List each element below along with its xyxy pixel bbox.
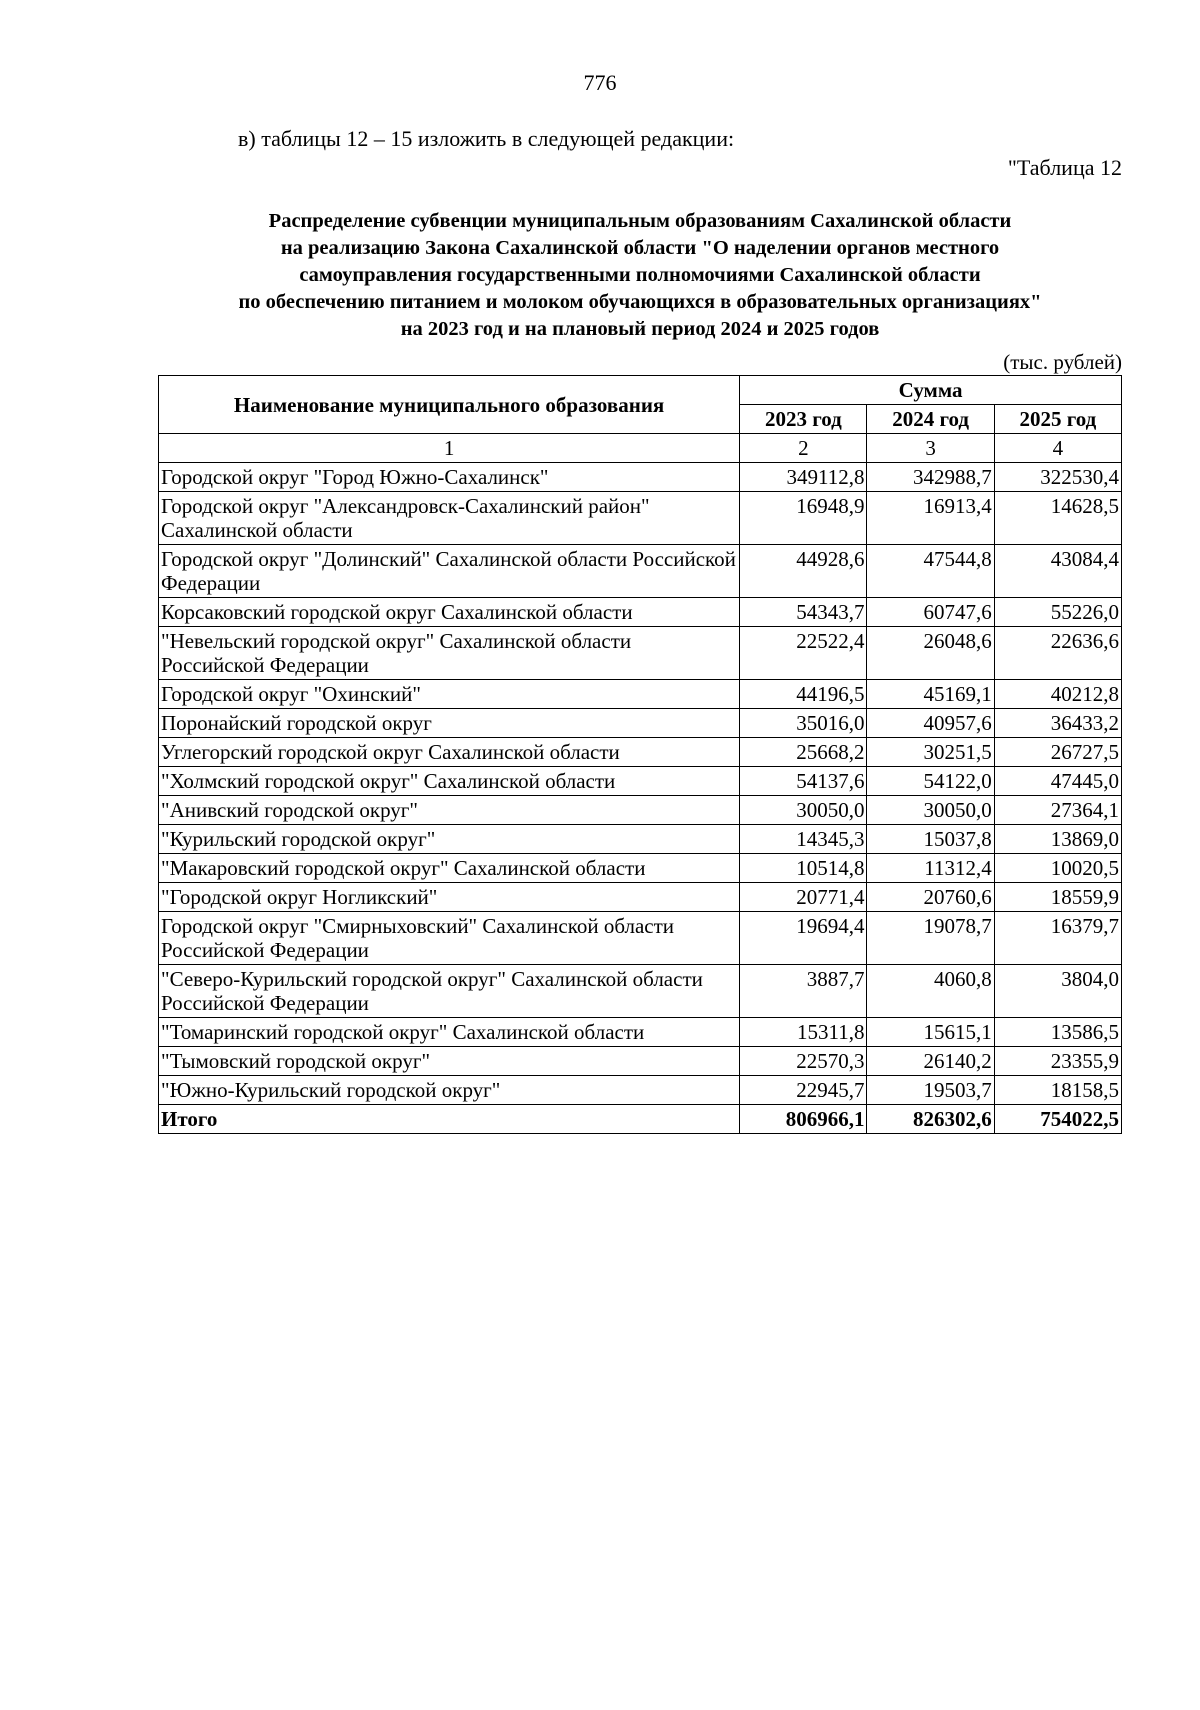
- value-2024: 15037,8: [867, 825, 994, 854]
- table-row: [159, 1018, 1122, 1047]
- row-name: "Городской округ Ногликский": [159, 883, 740, 912]
- value-2025: 3804,0: [994, 965, 1121, 1018]
- value-2025: 18559,9: [994, 883, 1121, 912]
- value-2024: 45169,1: [867, 680, 994, 709]
- value-2024: 19503,7: [867, 1076, 994, 1105]
- header-year-2024: 2024 год: [867, 405, 994, 434]
- table-row: [159, 680, 1122, 709]
- value-2025: 43084,4: [994, 545, 1121, 598]
- col-number: 4: [994, 434, 1121, 463]
- row-name: "Макаровский городской округ" Сахалинской области: [159, 854, 740, 883]
- row-name: Городской округ "Долинский" Сахалинской области Российской Федерации: [159, 545, 740, 598]
- value-2025: 10020,5: [994, 854, 1121, 883]
- row-name: "Невельский городской округ" Сахалинской области Российской Федерации: [159, 627, 740, 680]
- row-name: Корсаковский городской округ Сахалинской области: [159, 598, 740, 627]
- value-2025: 26727,5: [994, 738, 1121, 767]
- total-label: Итого: [159, 1105, 740, 1134]
- title-line: самоуправления государственными полномочиями Сахалинской области: [299, 264, 981, 286]
- title-line: на 2023 год и на плановый период 2024 и 2025 годов: [400, 318, 880, 340]
- value-2024: 11312,4: [867, 854, 994, 883]
- value-2023: 10514,8: [740, 854, 867, 883]
- value-2023: 16948,9: [740, 492, 867, 545]
- value-2025: 40212,8: [994, 680, 1121, 709]
- row-name: Городской округ "Александровск-Сахалинский район" Сахалинской области: [159, 492, 740, 545]
- title-line: на реализацию Закона Сахалинской области "О наделении органов местного: [280, 237, 1000, 259]
- row-name: Городской округ "Город Южно-Сахалинск": [159, 463, 740, 492]
- units-label: (тыс. рублей): [1003, 350, 1122, 374]
- value-2024: 342988,7: [867, 463, 994, 492]
- value-2023: 54137,6: [740, 767, 867, 796]
- row-name: "Северо-Курильский городской округ" Сахалинской области Российской Федерации: [159, 965, 740, 1018]
- title-line: по обеспечению питанием и молоком обучающихся в образовательных организациях": [238, 291, 1042, 313]
- col-number: 1: [159, 434, 740, 463]
- table-row: [159, 854, 1122, 883]
- value-2025: 13869,0: [994, 825, 1121, 854]
- value-2025: 18158,5: [994, 1076, 1121, 1105]
- value-2025: 13586,5: [994, 1018, 1121, 1047]
- value-2025: 16379,7: [994, 912, 1121, 965]
- value-2025: 27364,1: [994, 796, 1121, 825]
- total-2024: 826302,6: [867, 1105, 994, 1134]
- value-2023: 14345,3: [740, 825, 867, 854]
- row-name: Углегорский городской округ Сахалинской области: [159, 738, 740, 767]
- row-name: "Южно-Курильский городской округ": [159, 1076, 740, 1105]
- value-2025: 22636,6: [994, 627, 1121, 680]
- value-2025: 36433,2: [994, 709, 1121, 738]
- value-2025: 322530,4: [994, 463, 1121, 492]
- table-row: [159, 738, 1122, 767]
- value-2023: 3887,7: [740, 965, 867, 1018]
- table-row: [159, 796, 1122, 825]
- value-2025: 14628,5: [994, 492, 1121, 545]
- row-name: "Курильский городской округ": [159, 825, 740, 854]
- value-2024: 19078,7: [867, 912, 994, 965]
- intro-text: в) таблицы 12 – 15 изложить в следующей редакции:: [238, 126, 735, 151]
- value-2023: 15311,8: [740, 1018, 867, 1047]
- table-row: [159, 1076, 1122, 1105]
- title-line: Распределение субвенции муниципальным образованиям Сахалинской области: [268, 210, 1012, 232]
- row-name: "Тымовский городской округ": [159, 1047, 740, 1076]
- value-2024: 40957,6: [867, 709, 994, 738]
- value-2023: 19694,4: [740, 912, 867, 965]
- table-row: [159, 883, 1122, 912]
- row-name: Городской округ "Смирныховский" Сахалинской области Российской Федерации: [159, 912, 740, 965]
- table-row: [159, 492, 1122, 545]
- value-2024: 20760,6: [867, 883, 994, 912]
- value-2024: 26140,2: [867, 1047, 994, 1076]
- header-year-2023: 2023 год: [740, 405, 867, 434]
- value-2023: 22522,4: [740, 627, 867, 680]
- value-2023: 22945,7: [740, 1076, 867, 1105]
- table-row: [159, 912, 1122, 965]
- row-name: "Томаринский городской округ" Сахалинской области: [159, 1018, 740, 1047]
- value-2024: 16913,4: [867, 492, 994, 545]
- value-2024: 26048,6: [867, 627, 994, 680]
- row-name: "Холмский городской округ" Сахалинской области: [159, 767, 740, 796]
- value-2025: 23355,9: [994, 1047, 1121, 1076]
- table-label: "Таблица 12: [1007, 155, 1122, 180]
- value-2023: 44196,5: [740, 680, 867, 709]
- col-number: 2: [740, 434, 867, 463]
- table-row: [159, 463, 1122, 492]
- value-2024: 60747,6: [867, 598, 994, 627]
- value-2023: 22570,3: [740, 1047, 867, 1076]
- value-2024: 30050,0: [867, 796, 994, 825]
- table-row: [159, 825, 1122, 854]
- value-2023: 35016,0: [740, 709, 867, 738]
- value-2024: 54122,0: [867, 767, 994, 796]
- value-2023: 349112,8: [740, 463, 867, 492]
- subvention-table: [158, 375, 1122, 1134]
- row-name: "Анивский городской округ": [159, 796, 740, 825]
- value-2023: 20771,4: [740, 883, 867, 912]
- value-2025: 47445,0: [994, 767, 1121, 796]
- total-row: [159, 1105, 1122, 1134]
- value-2024: 4060,8: [867, 965, 994, 1018]
- page-number: 776: [583, 70, 617, 95]
- value-2023: 25668,2: [740, 738, 867, 767]
- value-2024: 15615,1: [867, 1018, 994, 1047]
- header-name: Наименование муниципального образования: [159, 376, 740, 434]
- value-2023: 44928,6: [740, 545, 867, 598]
- value-2023: 30050,0: [740, 796, 867, 825]
- table-row: [159, 1047, 1122, 1076]
- header-year-2025: 2025 год: [994, 405, 1121, 434]
- row-name: Поронайский городской округ: [159, 709, 740, 738]
- header-sum: Сумма: [740, 376, 1122, 405]
- row-name: Городской округ "Охинский": [159, 680, 740, 709]
- value-2024: 30251,5: [867, 738, 994, 767]
- table-row: [159, 965, 1122, 1018]
- value-2024: 47544,8: [867, 545, 994, 598]
- col-number: 3: [867, 434, 994, 463]
- total-2023: 806966,1: [740, 1105, 867, 1134]
- table-row: [159, 545, 1122, 598]
- total-2025: 754022,5: [994, 1105, 1121, 1134]
- value-2025: 55226,0: [994, 598, 1121, 627]
- table-row: [159, 767, 1122, 796]
- table-row: [159, 598, 1122, 627]
- table-title: [150, 208, 1130, 343]
- table-row: [159, 627, 1122, 680]
- value-2023: 54343,7: [740, 598, 867, 627]
- table-row: [159, 709, 1122, 738]
